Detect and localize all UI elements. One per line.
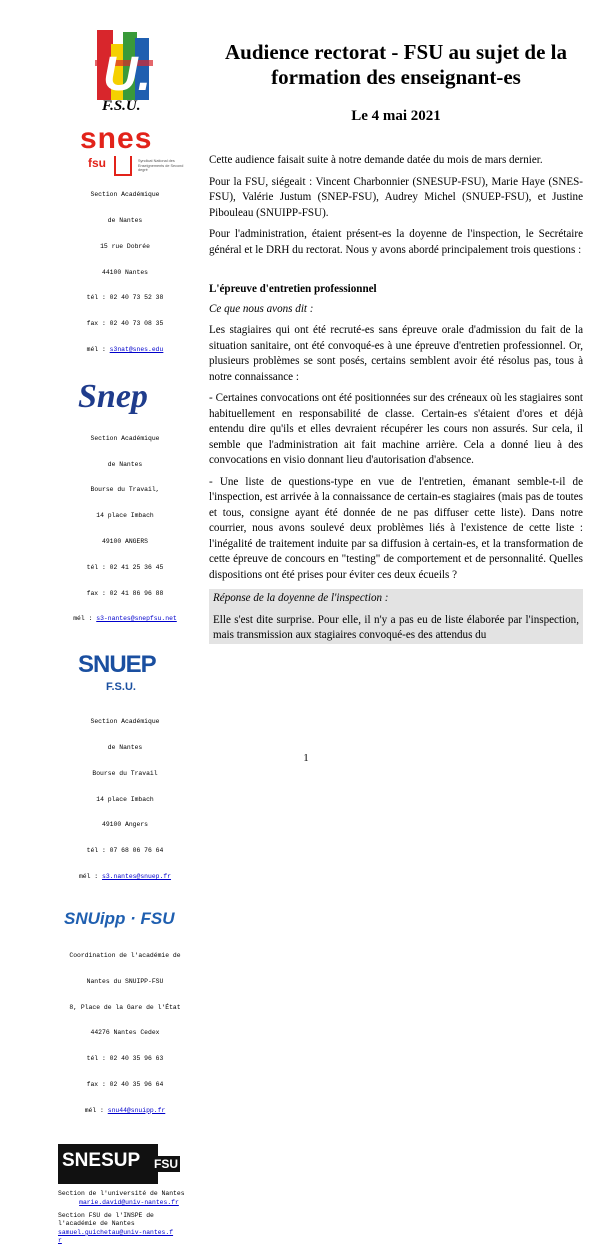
- snesup-mail-link-1[interactable]: marie.david@univ-nantes.fr: [79, 1199, 179, 1206]
- snesup-logo-text: SNESUP: [62, 1150, 141, 1172]
- snep-contact-line: tél : 02 41 25 36 45: [86, 563, 164, 571]
- snes-contact-line: de Nantes: [107, 216, 143, 224]
- snuipp-mail-prefix: mél :: [84, 1106, 108, 1114]
- snesup-contact: [58, 1190, 200, 1246]
- snesup-logo-fsu: FSU: [154, 1157, 178, 1172]
- snes-contact-line: fax : 02 40 73 08 35: [86, 320, 164, 328]
- fsu-logo: [50, 24, 200, 124]
- said-label: Ce que nous avons dit :: [209, 302, 314, 315]
- snep-contact: [50, 418, 200, 641]
- snes-logo-subtitle: Syndicat National des Enseignements de Second degré: [138, 159, 184, 173]
- paragraph: - Certaines convocations ont été positionnées sur des créneaux où les stagiaires sont habituellement en responsabilité de classe. Certain-es s'étaient d'ores et déjà entendu dire qu'ils et elles devraient récupérer les cours non assurés. Sur cela, il semble que l'administration ait fait machine arrière. Cela a donné lieu à des convocations en visio donnant lieu d'autorisation d'absence.: [209, 392, 583, 466]
- snes-contact-line: tél : 02 40 73 52 38: [86, 294, 164, 302]
- snuep-contact-line: tél : 07 68 06 76 64: [86, 847, 164, 855]
- snuep-contact-line: Bourse du Travail: [92, 769, 158, 777]
- snuep-logo: [50, 651, 200, 701]
- snuep-mail-prefix: mél :: [78, 872, 102, 880]
- snep-logo: [50, 377, 200, 418]
- svg-text:U.: U.: [103, 48, 151, 101]
- paragraph: Pour l'administration, étaient présent-es la doyenne de l'inspection, le Secrétaire général et le DRH du rectorat. Nous y avons abordé principalement trois questions :: [209, 228, 583, 256]
- snuep-mail-link[interactable]: s3.nantes@snuep.fr: [101, 872, 172, 880]
- snep-contact-line: fax : 02 41 86 96 88: [86, 589, 164, 597]
- snuep-contact-line: Section Académique: [90, 718, 160, 726]
- snes-mail-link[interactable]: s3nat@snes.edu: [109, 345, 164, 353]
- snesup-mail-link-2[interactable]: samuel.guichetau@univ-nantes.fr: [58, 1228, 174, 1245]
- snes-contact-line: 44100 Nantes: [101, 268, 149, 276]
- snuipp-logo-text: SNUipp · FSU: [64, 908, 175, 928]
- snes-logo: [50, 122, 200, 174]
- snuep-logo-text: SNUEP: [78, 651, 156, 679]
- snuipp-contact-line: 44276 Nantes Cedex: [90, 1029, 160, 1037]
- snesup-contact-line: Section FSU de l'INSPE de l'académie de Nantes: [58, 1211, 154, 1228]
- snes-logo-fsu: fsu: [88, 156, 106, 170]
- snuipp-mail-link[interactable]: snu44@snuipp.fr: [107, 1106, 166, 1114]
- snep-contact-line: 49100 ANGERS: [101, 537, 149, 545]
- section-heading: L'épreuve d'entretien professionnel: [209, 283, 377, 295]
- snep-mail-prefix: mél :: [73, 615, 97, 623]
- snuipp-contact-line: tél : 02 40 35 96 63: [86, 1055, 164, 1063]
- paragraph: Pour la FSU, siégeait : Vincent Charbonnier (SNESUP-FSU), Marie Haye (SNES-FSU), Valérie Justum (SNEP-FSU), Audrey Michel (SNUEP-FSU), et Justine Pibouleau (SNUIPP-FSU).: [209, 175, 583, 219]
- paragraph: Les stagiaires qui ont été recruté-es sans épreuve orale d'admission du fait de la situation sanitaire, ont été convoqué-es à une épreuve d'entretien professionnel. Or, plusieurs problèmes se sont posés, certains semblent avoir été résolus pas, tous à notre connaissance :: [209, 324, 583, 383]
- document-title: Audience rectorat - FSU au sujet de la formation des enseignant-es: [225, 40, 567, 89]
- snuep-contact-line: 49100 Angers: [101, 821, 149, 829]
- snep-contact-line: Bourse du Travail,: [90, 486, 160, 494]
- snesup-logo: [58, 1144, 176, 1186]
- snes-contact: [50, 174, 200, 372]
- main-content: [209, 40, 583, 644]
- snuep-contact-line: 14 place Imbach: [96, 795, 154, 803]
- snuipp-logo: [50, 909, 200, 935]
- snuipp-contact-line: 8, Place de la Gare de l'État: [69, 1003, 181, 1011]
- snuep-logo-fsu: F.S.U.: [106, 681, 136, 694]
- snes-logo-figure: [114, 156, 132, 176]
- snes-contact-line: 15 rue Dobrée: [100, 242, 150, 250]
- paragraph: - Une liste de questions-type en vue de l'entretien, émanant semble-t-il de l'inspection, est arrivée à la connaissance de certain-es stagiaires (mais pas de toutes et tous, consigne ayant été donnée de ne pas diffuser cette liste). Dans notre courrier, nous avons soulevé deux problèmes liés à l'existence de cette liste : l'inégalité de traitement induite par sa diffusion à certain-es, et la transformation de cette épreuve de concours en "testing" de comportement et de personnalité. Quelles dispositions ont été prises pour éviter ces deux écueils ?: [209, 475, 583, 581]
- reply-label: Réponse de la doyenne de l'inspection :: [209, 589, 583, 609]
- page-number: 1: [303, 752, 309, 764]
- document-date: Le 4 mai 2021: [351, 108, 441, 124]
- snuipp-contact-line: Coordination de l'académie de: [69, 951, 181, 959]
- snes-logo-text: snes: [80, 122, 153, 155]
- snep-mail-link[interactable]: s3-nantes@snepfsu.net: [96, 615, 177, 623]
- sidebar: [50, 24, 200, 1246]
- snuep-contact-line: de Nantes: [107, 744, 143, 752]
- snep-logo-text: Snep: [78, 377, 148, 415]
- snuep-contact: [50, 701, 200, 899]
- reply-paragraph: Elle s'est dite surprise. Pour elle, il n'y a pas eu de liste élaborée par l'inspection, mais transmission aux stagiaires convoqué-es des attendus du: [209, 609, 583, 644]
- snes-contact-line: Section Académique: [90, 191, 160, 199]
- snep-contact-line: Section Académique: [90, 434, 160, 442]
- paragraph: Cette audience faisait suite à notre demande datée du mois de mars dernier.: [209, 154, 543, 166]
- snuipp-contact: [50, 935, 200, 1133]
- snep-contact-line: 14 place Imbach: [96, 512, 154, 520]
- snesup-contact-line: Section de l'université de Nantes: [58, 1190, 185, 1198]
- snes-mail-prefix: mél :: [86, 345, 110, 353]
- snep-contact-line: de Nantes: [107, 460, 143, 468]
- snuipp-contact-line: fax : 02 40 35 96 64: [86, 1080, 164, 1088]
- snuipp-contact-line: Nantes du SNUIPP-FSU: [86, 977, 164, 985]
- fsu-logo-label: F.S.U.: [102, 98, 141, 114]
